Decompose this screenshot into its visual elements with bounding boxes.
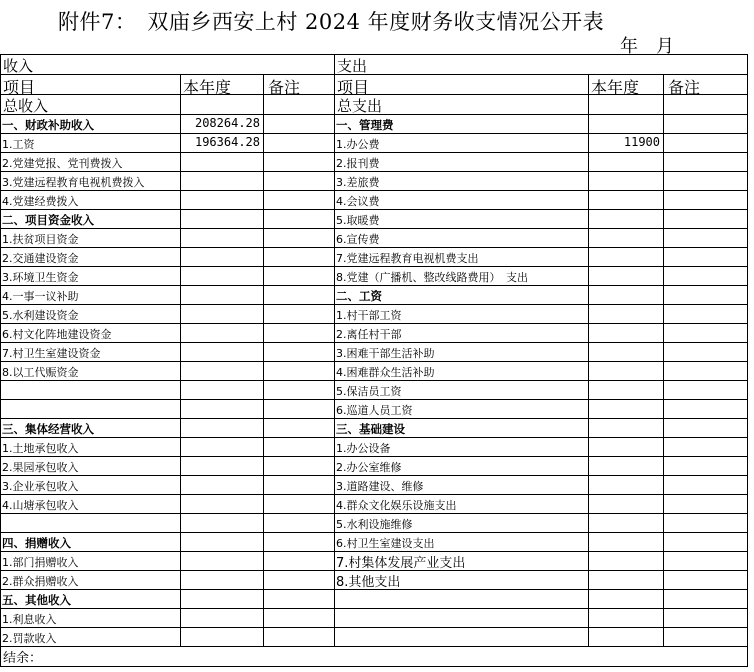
expense-row-value: 11900 [623,135,660,149]
income-remark-column-header: 备注 [268,78,301,97]
expense-row-label: 3.道路建设、维修 [336,480,424,493]
income-row-label: 2.党建党报、党刊费拨入 [2,157,123,170]
expense-row-label: 2.离任村干部 [336,328,402,341]
row-line [0,627,747,628]
income-row-label: 四、捐赠收入 [2,536,71,550]
income-year-column-header: 本年度 [183,78,232,97]
expense-row-label: 1.办公设备 [336,442,391,455]
expense-row-label: 1.办公费 [336,138,380,151]
document-title: 附件7： 双庙乡西安上村 2024 年度财务收支情况公开表 [58,10,605,34]
row-line [0,323,747,324]
row-line [0,266,747,267]
expense-row-label: 三、基础建设 [336,422,405,436]
income-row-label: 1.工资 [2,138,35,151]
row-line [0,456,747,457]
expense-row-label: 4.会议费 [336,195,380,208]
income-item-column-header: 项目 [3,78,36,97]
income-row-label: 三、集体经营收入 [2,422,94,436]
expense-section-header: 支出 [337,57,368,75]
income-row-label: 2.交通建设资金 [2,252,79,265]
expense-remark-column-header: 备注 [668,78,701,97]
income-row-label: 1.利息收入 [2,613,57,626]
row-line [0,285,747,286]
row-line [0,171,747,172]
income-row-label: 二、项目资金收入 [2,213,94,227]
expense-item-column-header: 项目 [337,78,370,97]
income-row-label: 3.环境卫生资金 [2,271,79,284]
expense-row-label: 6.宣传费 [336,233,380,246]
income-row-label: 1.部门捐赠收入 [2,556,79,569]
row-line [0,646,747,647]
expense-row-label: 8.其他支出 [336,575,401,590]
income-row-label: 1.土地承包收入 [2,442,79,455]
expense-row-label: 6.巡道人员工资 [336,404,413,417]
row-line [0,133,747,134]
expense-row-label: 7.村集体发展产业支出 [336,556,466,571]
income-total-label: 总收入 [3,97,49,115]
expense-year-column-header: 本年度 [591,78,640,97]
income-row-label: 2.果园承包收入 [2,461,79,474]
expense-row-label: 6.村卫生室建设支出 [336,537,435,550]
income-row-value: 208264.28 [194,116,260,130]
table-top-line [0,54,747,55]
expense-row-label: 7.党建远程教育电视机费支出 [336,252,479,265]
row-line [0,190,747,191]
row-line [0,209,747,210]
income-expense-divider [334,54,335,646]
row-line [0,361,747,362]
document-title-area [0,2,754,32]
income-row-label: 一、财政补助收入 [2,118,94,132]
income-section-header: 收入 [3,57,34,75]
expense-row-label: 1.村干部工资 [336,309,402,322]
column-divider [588,74,589,646]
expense-row-label: 3.差旅费 [336,176,380,189]
row-line [0,342,747,343]
row-line [0,304,747,305]
expense-row-label: 5.水利设施维修 [336,518,413,531]
expense-row-label: 5.取暖费 [336,214,380,227]
year-month-label: 年 月 [620,36,674,57]
income-row-label: 2.群众捐赠收入 [2,575,79,588]
expense-row-label: 3.困难干部生活补助 [336,347,435,360]
income-row-label: 8.以工代赈资金 [2,366,79,379]
income-row-label: 4.一事一议补助 [2,290,79,303]
expense-row-label: 2.办公室维修 [336,461,402,474]
income-row-label: 7.村卫生室建设资金 [2,347,101,360]
balance-label: 结余： [3,651,43,666]
row-line [0,228,747,229]
income-row-label: 2.罚款收入 [2,632,57,645]
row-line [0,608,747,609]
expense-row-label: 二、工资 [336,289,382,303]
table-right-border [747,54,748,667]
income-row-value: 196364.28 [194,135,260,149]
row-line [0,152,747,153]
row-line [0,247,747,248]
column-divider [663,74,664,646]
income-row-label: 4.山塘承包收入 [2,499,79,512]
row-line [0,532,747,533]
income-row-label: 5.水利建设资金 [2,309,79,322]
row-line [0,513,747,514]
income-row-label: 3.党建远程教育电视机费拨入 [2,176,145,189]
income-row-label: 1.扶贫项目资金 [2,233,79,246]
expense-row-label: 2.报刊费 [336,157,380,170]
income-row-label: 3.企业承包收入 [2,480,79,493]
expense-row-label: 一、管理费 [336,118,394,132]
row-line [0,437,747,438]
row-line [0,494,747,495]
expense-row-label: 5.保洁员工资 [336,385,402,398]
row-line [0,380,747,381]
expense-total-label: 总支出 [337,97,383,115]
table-left-border [0,54,1,667]
income-row-label: 五、其他收入 [2,593,71,607]
row-line [0,399,747,400]
expense-row-label: 4.困难群众生活补助 [336,366,435,379]
expense-row-label: 8.党建（广播机、整改线路费用） 支出 [336,271,528,284]
row-line [0,418,747,419]
income-row-label: 4.党建经费拨入 [2,195,79,208]
column-divider [263,74,264,646]
expense-row-label: 4.群众文化娱乐设施支出 [336,499,457,512]
income-row-label: 6.村文化阵地建设资金 [2,328,112,341]
column-divider [180,74,181,646]
row-line [0,475,747,476]
table-bottom-line [0,666,747,667]
